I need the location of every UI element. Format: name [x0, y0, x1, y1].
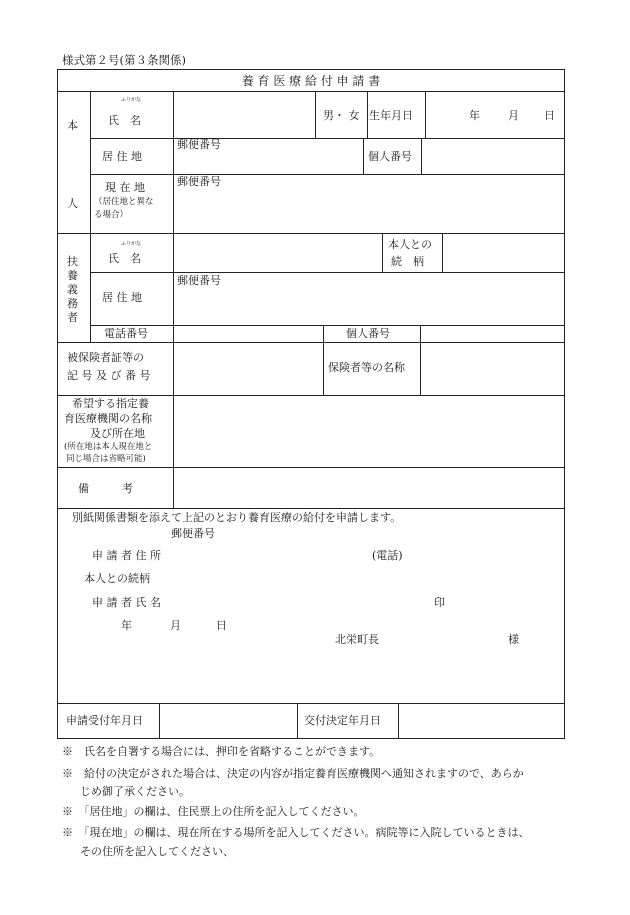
child-address-label: 居 住 地: [102, 150, 142, 163]
insurance-number-label-1: 被保険者証等の: [67, 351, 144, 364]
child-current-address-label: 現 在 地: [105, 181, 145, 194]
birth-date-label: 生年月日: [369, 109, 413, 122]
section-label-child-top: 本: [67, 119, 78, 132]
application-statement: 別紙関係書類を添えて上記のとおり養育医療の給付を申請します。: [72, 511, 402, 524]
received-date-label: 申請受付年月日: [66, 714, 143, 727]
recipient-honorific: 様: [508, 633, 519, 646]
seal-mark: 印: [434, 596, 445, 609]
applicant-phone-label: (電話): [372, 549, 403, 562]
guardian-name-furigana: ふりがな: [121, 241, 142, 247]
insurer-name-label: 保険者等の名称: [328, 361, 405, 374]
section-label-guardian-5: 者: [67, 311, 78, 324]
applicant-name-label: 申 請 者 氏 名: [92, 596, 161, 609]
child-name-furigana: ふりがな: [121, 97, 142, 103]
decided-date-label: 交付決定年月日: [304, 714, 381, 727]
guardian-relation-label-1: 本人との: [388, 238, 432, 251]
application-form-table: [57, 69, 565, 739]
note-decision: ※ 給付の決定がされた場合は、決定の内容が指定養育医療機関へ通知されますので、あらか: [62, 767, 524, 780]
institution-label-3: 及び所在地: [90, 427, 145, 440]
guardian-phone-label: 電話番号: [104, 327, 148, 340]
applicant-address-label: 申 請 者 住 所: [92, 549, 161, 562]
section-label-guardian-2: 養: [67, 269, 78, 282]
guardian-my-number-label: 個人番号: [346, 327, 390, 340]
child-current-address-note-1: （居住地と異な: [94, 197, 154, 207]
institution-note-2: 同じ場合は省略可能): [66, 454, 146, 464]
child-current-address-note-2: る場合）: [94, 210, 129, 220]
child-my-number-label: 個人番号: [368, 150, 412, 163]
guardian-name-label: 氏 名: [108, 252, 141, 265]
child-postal-label: 郵便番号: [177, 138, 221, 151]
note-signature: ※ 氏名を自署する場合には、押印を省略することができます。: [62, 745, 381, 758]
gender-selector[interactable]: 男・ 女: [323, 109, 360, 122]
form-title: 養 育 医 療 給 付 申 請 書: [241, 74, 381, 88]
insurance-number-label-2: 記 号 及 び 番 号: [67, 369, 151, 382]
recipient-mayor: 北栄町長: [335, 633, 379, 646]
application-month-unit: 月: [170, 619, 181, 632]
note-decision-cont: じめ御了承ください。: [80, 785, 190, 798]
institution-label-2: 育医療機関の名称: [64, 412, 152, 425]
applicant-relation-label: 本人との続柄: [84, 572, 150, 585]
application-day-unit: 日: [216, 619, 227, 632]
child-current-postal-label: 郵便番号: [177, 175, 221, 188]
section-label-child-bottom: 人: [67, 197, 78, 210]
guardian-postal-label: 郵便番号: [177, 274, 221, 287]
applicant-postal-label: 郵便番号: [171, 527, 215, 540]
note-current-location-cont: その住所を記入してください、: [80, 845, 234, 858]
remarks-label: 備 考: [78, 482, 133, 495]
institution-note-1: (所在地は本人現在地と: [64, 442, 153, 452]
application-year-unit: 年: [121, 619, 132, 632]
guardian-relation-label-2: 続 柄: [391, 255, 424, 268]
section-label-guardian-1: 扶: [67, 255, 78, 268]
birth-day-unit: 日: [544, 109, 555, 122]
note-residence: ※ 「居住地」の欄は、住民票上の住所を記入してください。: [62, 805, 365, 818]
form-number-header: 様式第２号(第３条関係): [62, 53, 186, 67]
birth-year-unit: 年: [469, 109, 480, 122]
birth-month-unit: 月: [508, 109, 519, 122]
child-name-label: 氏 名: [108, 114, 141, 127]
section-label-guardian-3: 義: [67, 283, 78, 296]
institution-label-1: 希望する指定養: [72, 397, 149, 410]
section-label-guardian-4: 務: [67, 297, 78, 310]
note-current-location: ※ 「現在地」の欄は、現在所在する場所を記入してください。病院等に入院しているときは、: [62, 826, 530, 839]
guardian-address-label: 居 住 地: [102, 291, 142, 304]
